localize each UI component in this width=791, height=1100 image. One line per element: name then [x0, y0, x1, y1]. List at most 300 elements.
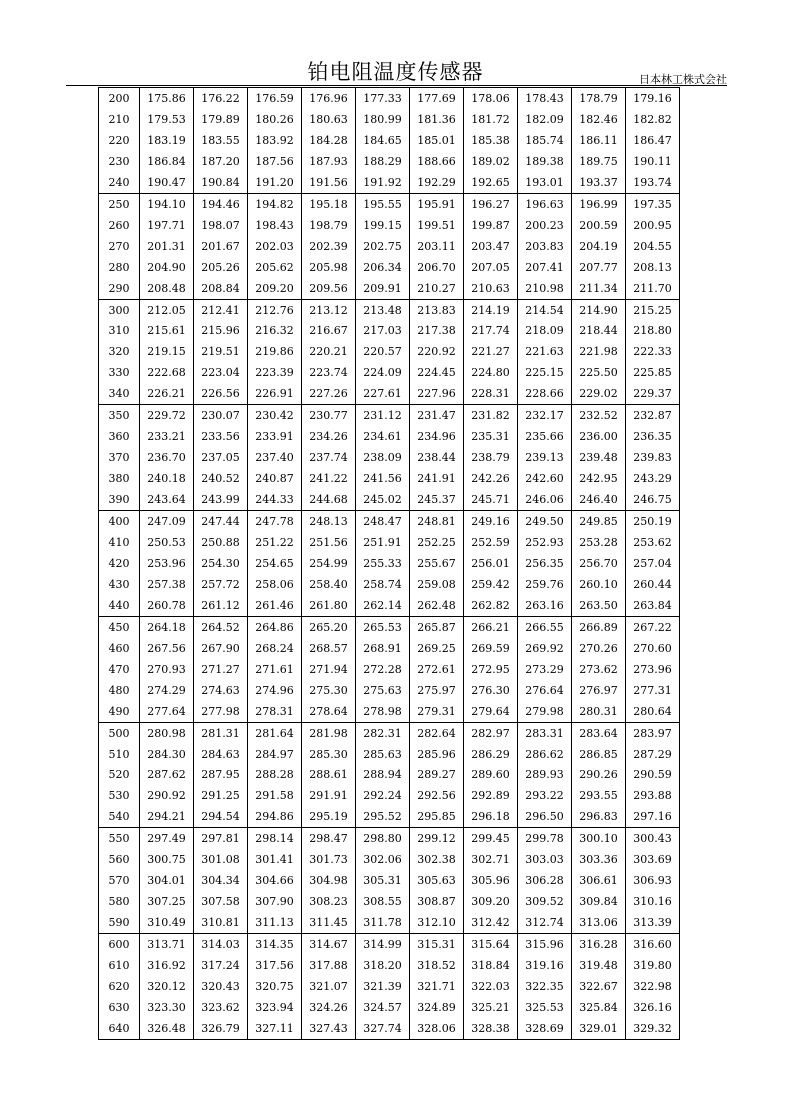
resistance-cell: 275.63 [356, 680, 410, 701]
resistance-cell: 256.01 [464, 553, 518, 574]
resistance-cell: 240.18 [140, 468, 194, 489]
resistance-cell: 253.28 [572, 532, 626, 553]
resistance-cell: 202.39 [302, 236, 356, 257]
table-row [99, 109, 680, 130]
resistance-cell: 280.98 [140, 722, 194, 743]
resistance-cell: 194.82 [248, 193, 302, 214]
table-row [99, 659, 680, 680]
temperature-cell: 320 [99, 341, 140, 362]
resistance-cell: 263.16 [518, 595, 572, 616]
resistance-cell: 181.72 [464, 109, 518, 130]
resistance-cell: 296.83 [572, 806, 626, 827]
resistance-cell: 226.91 [248, 383, 302, 404]
resistance-cell: 198.43 [248, 215, 302, 236]
resistance-cell: 227.96 [410, 383, 464, 404]
temperature-cell: 430 [99, 574, 140, 595]
resistance-cell: 319.16 [518, 955, 572, 976]
resistance-cell: 197.71 [140, 215, 194, 236]
resistance-cell: 312.42 [464, 912, 518, 933]
resistance-cell: 301.08 [194, 849, 248, 870]
resistance-cell: 251.22 [248, 532, 302, 553]
table-row [99, 849, 680, 870]
temperature-cell: 500 [99, 722, 140, 743]
resistance-cell: 281.64 [248, 722, 302, 743]
resistance-cell: 183.92 [248, 130, 302, 151]
resistance-cell: 197.35 [626, 193, 680, 214]
resistance-cell: 228.31 [464, 383, 518, 404]
resistance-cell: 255.33 [356, 553, 410, 574]
resistance-cell: 295.19 [302, 806, 356, 827]
resistance-cell: 204.55 [626, 236, 680, 257]
resistance-cell: 271.94 [302, 659, 356, 680]
resistance-cell: 265.20 [302, 616, 356, 637]
resistance-cell: 181.36 [410, 109, 464, 130]
resistance-cell: 224.45 [410, 362, 464, 383]
resistance-cell: 318.52 [410, 955, 464, 976]
resistance-cell: 216.67 [302, 320, 356, 341]
resistance-cell: 327.74 [356, 1018, 410, 1039]
resistance-cell: 183.19 [140, 130, 194, 151]
resistance-cell: 288.61 [302, 765, 356, 786]
resistance-cell: 211.34 [572, 278, 626, 299]
temperature-cell: 260 [99, 215, 140, 236]
table-row [99, 680, 680, 701]
resistance-cell: 246.06 [518, 489, 572, 510]
resistance-cell: 269.25 [410, 638, 464, 659]
resistance-cell: 259.08 [410, 574, 464, 595]
resistance-cell: 259.76 [518, 574, 572, 595]
resistance-cell: 291.91 [302, 785, 356, 806]
resistance-cell: 319.80 [626, 955, 680, 976]
resistance-cell: 269.92 [518, 638, 572, 659]
resistance-cell: 306.28 [518, 870, 572, 891]
resistance-cell: 218.44 [572, 320, 626, 341]
resistance-cell: 298.14 [248, 828, 302, 849]
resistance-cell: 326.48 [140, 1018, 194, 1039]
table-row [99, 278, 680, 299]
resistance-cell: 236.00 [572, 426, 626, 447]
resistance-cell: 304.01 [140, 870, 194, 891]
resistance-cell: 176.59 [248, 88, 302, 109]
resistance-cell: 245.02 [356, 489, 410, 510]
resistance-cell: 265.87 [410, 616, 464, 637]
resistance-cell: 177.33 [356, 88, 410, 109]
resistance-cell: 179.89 [194, 109, 248, 130]
table-row [99, 976, 680, 997]
resistance-cell: 192.29 [410, 172, 464, 193]
resistance-cell: 285.30 [302, 744, 356, 765]
resistance-cell: 289.93 [518, 765, 572, 786]
resistance-cell: 281.31 [194, 722, 248, 743]
resistance-cell: 264.52 [194, 616, 248, 637]
temperature-cell: 270 [99, 236, 140, 257]
resistance-cell: 248.47 [356, 511, 410, 532]
resistance-cell: 294.54 [194, 806, 248, 827]
resistance-cell: 247.09 [140, 511, 194, 532]
resistance-cell: 178.06 [464, 88, 518, 109]
resistance-cell: 256.70 [572, 553, 626, 574]
temperature-cell: 520 [99, 765, 140, 786]
resistance-cell: 183.55 [194, 130, 248, 151]
resistance-cell: 231.12 [356, 405, 410, 426]
resistance-cell: 186.47 [626, 130, 680, 151]
resistance-cell: 210.98 [518, 278, 572, 299]
resistance-cell: 323.62 [194, 997, 248, 1018]
resistance-cell: 230.07 [194, 405, 248, 426]
temperature-cell: 290 [99, 278, 140, 299]
resistance-cell: 234.26 [302, 426, 356, 447]
resistance-cell: 256.35 [518, 553, 572, 574]
resistance-cell: 215.61 [140, 320, 194, 341]
resistance-cell: 242.60 [518, 468, 572, 489]
resistance-cell: 202.03 [248, 236, 302, 257]
resistance-cell: 285.63 [356, 744, 410, 765]
resistance-cell: 279.31 [410, 701, 464, 722]
resistance-cell: 235.66 [518, 426, 572, 447]
temperature-cell: 580 [99, 891, 140, 912]
resistance-cell: 251.56 [302, 532, 356, 553]
resistance-cell: 320.12 [140, 976, 194, 997]
resistance-cell: 283.31 [518, 722, 572, 743]
table-row [99, 299, 680, 320]
resistance-cell: 277.31 [626, 680, 680, 701]
resistance-cell: 248.13 [302, 511, 356, 532]
resistance-cell: 232.87 [626, 405, 680, 426]
resistance-cell: 189.75 [572, 151, 626, 172]
resistance-cell: 296.18 [464, 806, 518, 827]
resistance-cell: 187.93 [302, 151, 356, 172]
table-row [99, 955, 680, 976]
resistance-cell: 238.09 [356, 447, 410, 468]
resistance-cell: 218.09 [518, 320, 572, 341]
resistance-cell: 299.12 [410, 828, 464, 849]
temperature-cell: 560 [99, 849, 140, 870]
resistance-cell: 262.82 [464, 595, 518, 616]
table-row [99, 870, 680, 891]
resistance-cell: 329.01 [572, 1018, 626, 1039]
resistance-cell: 307.58 [194, 891, 248, 912]
resistance-cell: 217.38 [410, 320, 464, 341]
resistance-cell: 304.66 [248, 870, 302, 891]
resistance-cell: 221.98 [572, 341, 626, 362]
resistance-cell: 260.78 [140, 595, 194, 616]
resistance-cell: 328.06 [410, 1018, 464, 1039]
resistance-cell: 260.10 [572, 574, 626, 595]
resistance-cell: 228.66 [518, 383, 572, 404]
resistance-cell: 192.65 [464, 172, 518, 193]
resistance-cell: 235.31 [464, 426, 518, 447]
resistance-cell: 280.64 [626, 701, 680, 722]
temperature-cell: 210 [99, 109, 140, 130]
resistance-cell: 221.63 [518, 341, 572, 362]
resistance-cell: 324.89 [410, 997, 464, 1018]
temperature-cell: 510 [99, 744, 140, 765]
resistance-cell: 287.29 [626, 744, 680, 765]
company-name: 日本林工株式会社 [639, 73, 727, 86]
temperature-cell: 250 [99, 193, 140, 214]
resistance-cell: 261.12 [194, 595, 248, 616]
resistance-cell: 317.88 [302, 955, 356, 976]
resistance-cell: 219.15 [140, 341, 194, 362]
resistance-cell: 264.86 [248, 616, 302, 637]
resistance-cell: 263.50 [572, 595, 626, 616]
resistance-cell: 292.24 [356, 785, 410, 806]
temperature-cell: 200 [99, 88, 140, 109]
resistance-cell: 329.32 [626, 1018, 680, 1039]
temperature-cell: 410 [99, 532, 140, 553]
resistance-cell: 305.63 [410, 870, 464, 891]
resistance-cell: 229.02 [572, 383, 626, 404]
resistance-cell: 327.43 [302, 1018, 356, 1039]
resistance-cell: 314.35 [248, 934, 302, 955]
table-row [99, 341, 680, 362]
resistance-cell: 203.47 [464, 236, 518, 257]
resistance-cell: 274.63 [194, 680, 248, 701]
resistance-cell: 207.41 [518, 257, 572, 278]
resistance-cell: 263.84 [626, 595, 680, 616]
resistance-cell: 190.47 [140, 172, 194, 193]
resistance-cell: 239.13 [518, 447, 572, 468]
resistance-cell: 226.56 [194, 383, 248, 404]
temperature-cell: 340 [99, 383, 140, 404]
resistance-cell: 276.97 [572, 680, 626, 701]
resistance-cell: 180.99 [356, 109, 410, 130]
resistance-cell: 196.99 [572, 193, 626, 214]
resistance-cell: 297.81 [194, 828, 248, 849]
resistance-cell: 236.35 [626, 426, 680, 447]
table-row [99, 489, 680, 510]
resistance-cell: 220.92 [410, 341, 464, 362]
resistance-cell: 309.84 [572, 891, 626, 912]
resistance-cell: 254.99 [302, 553, 356, 574]
resistance-cell: 317.56 [248, 955, 302, 976]
resistance-cell: 201.31 [140, 236, 194, 257]
resistance-cell: 254.30 [194, 553, 248, 574]
resistance-cell: 244.68 [302, 489, 356, 510]
resistance-cell: 250.88 [194, 532, 248, 553]
resistance-cell: 308.23 [302, 891, 356, 912]
resistance-cell: 279.64 [464, 701, 518, 722]
resistance-cell: 214.19 [464, 299, 518, 320]
resistance-cell: 207.77 [572, 257, 626, 278]
resistance-cell: 282.64 [410, 722, 464, 743]
resistance-cell: 252.59 [464, 532, 518, 553]
resistance-cell: 303.03 [518, 849, 572, 870]
resistance-cell: 246.40 [572, 489, 626, 510]
page-title: 铂电阻温度传感器 [307, 60, 484, 84]
resistance-cell: 195.55 [356, 193, 410, 214]
resistance-cell: 209.91 [356, 278, 410, 299]
resistance-cell: 308.55 [356, 891, 410, 912]
resistance-cell: 316.28 [572, 934, 626, 955]
resistance-cell: 190.84 [194, 172, 248, 193]
table-row [99, 912, 680, 933]
resistance-cell: 289.27 [410, 765, 464, 786]
resistance-cell: 244.33 [248, 489, 302, 510]
resistance-cell: 272.61 [410, 659, 464, 680]
resistance-cell: 268.24 [248, 638, 302, 659]
resistance-cell: 279.98 [518, 701, 572, 722]
resistance-cell: 188.29 [356, 151, 410, 172]
resistance-cell: 202.75 [356, 236, 410, 257]
resistance-cell: 220.57 [356, 341, 410, 362]
temperature-cell: 640 [99, 1018, 140, 1039]
table-row [99, 151, 680, 172]
resistance-cell: 281.98 [302, 722, 356, 743]
resistance-cell: 225.15 [518, 362, 572, 383]
resistance-cell: 272.95 [464, 659, 518, 680]
resistance-cell: 176.96 [302, 88, 356, 109]
resistance-cell: 293.55 [572, 785, 626, 806]
resistance-cell: 305.96 [464, 870, 518, 891]
resistance-cell: 232.52 [572, 405, 626, 426]
resistance-cell: 215.96 [194, 320, 248, 341]
resistance-cell: 243.29 [626, 468, 680, 489]
resistance-cell: 210.63 [464, 278, 518, 299]
resistance-cell: 227.26 [302, 383, 356, 404]
resistance-cell: 312.74 [518, 912, 572, 933]
table-row [99, 891, 680, 912]
resistance-cell: 240.87 [248, 468, 302, 489]
resistance-cell: 220.21 [302, 341, 356, 362]
resistance-cell: 255.67 [410, 553, 464, 574]
resistance-cell: 278.98 [356, 701, 410, 722]
resistance-cell: 209.20 [248, 278, 302, 299]
temperature-cell: 370 [99, 447, 140, 468]
resistance-cell: 245.37 [410, 489, 464, 510]
resistance-cell: 178.43 [518, 88, 572, 109]
resistance-cell: 286.85 [572, 744, 626, 765]
resistance-cell: 253.96 [140, 553, 194, 574]
resistance-cell: 180.26 [248, 109, 302, 130]
resistance-cell: 199.87 [464, 215, 518, 236]
resistance-cell: 242.26 [464, 468, 518, 489]
resistance-cell: 210.27 [410, 278, 464, 299]
resistance-cell: 319.48 [572, 955, 626, 976]
resistance-cell: 284.97 [248, 744, 302, 765]
resistance-table-body [99, 88, 680, 1040]
resistance-cell: 184.65 [356, 130, 410, 151]
resistance-cell: 315.96 [518, 934, 572, 955]
resistance-cell: 185.38 [464, 130, 518, 151]
resistance-cell: 179.53 [140, 109, 194, 130]
resistance-cell: 315.64 [464, 934, 518, 955]
resistance-cell: 274.96 [248, 680, 302, 701]
resistance-cell: 199.15 [356, 215, 410, 236]
resistance-cell: 240.52 [194, 468, 248, 489]
resistance-cell: 298.47 [302, 828, 356, 849]
resistance-cell: 283.64 [572, 722, 626, 743]
resistance-cell: 182.82 [626, 109, 680, 130]
resistance-cell: 272.28 [356, 659, 410, 680]
resistance-cell: 323.94 [248, 997, 302, 1018]
temperature-cell: 390 [99, 489, 140, 510]
resistance-table [98, 87, 680, 1040]
temperature-cell: 220 [99, 130, 140, 151]
resistance-cell: 322.03 [464, 976, 518, 997]
resistance-cell: 238.44 [410, 447, 464, 468]
table-row [99, 193, 680, 214]
resistance-cell: 322.98 [626, 976, 680, 997]
table-row [99, 130, 680, 151]
resistance-cell: 243.64 [140, 489, 194, 510]
resistance-cell: 243.99 [194, 489, 248, 510]
resistance-cell: 287.95 [194, 765, 248, 786]
resistance-cell: 186.84 [140, 151, 194, 172]
temperature-cell: 540 [99, 806, 140, 827]
table-row [99, 426, 680, 447]
resistance-cell: 278.31 [248, 701, 302, 722]
resistance-cell: 253.62 [626, 532, 680, 553]
resistance-cell: 195.91 [410, 193, 464, 214]
resistance-cell: 225.85 [626, 362, 680, 383]
resistance-cell: 219.51 [194, 341, 248, 362]
table-row [99, 722, 680, 743]
resistance-cell: 324.57 [356, 997, 410, 1018]
resistance-cell: 311.78 [356, 912, 410, 933]
table-row [99, 553, 680, 574]
resistance-cell: 314.67 [302, 934, 356, 955]
resistance-cell: 233.21 [140, 426, 194, 447]
resistance-cell: 185.01 [410, 130, 464, 151]
resistance-cell: 204.19 [572, 236, 626, 257]
resistance-cell: 251.91 [356, 532, 410, 553]
header-divider [66, 85, 727, 86]
temperature-cell: 280 [99, 257, 140, 278]
resistance-cell: 286.29 [464, 744, 518, 765]
resistance-cell: 282.97 [464, 722, 518, 743]
resistance-cell: 222.68 [140, 362, 194, 383]
resistance-cell: 318.20 [356, 955, 410, 976]
resistance-cell: 325.84 [572, 997, 626, 1018]
resistance-cell: 217.03 [356, 320, 410, 341]
resistance-cell: 208.48 [140, 278, 194, 299]
resistance-cell: 290.92 [140, 785, 194, 806]
resistance-cell: 250.53 [140, 532, 194, 553]
resistance-cell: 326.16 [626, 997, 680, 1018]
resistance-cell: 262.14 [356, 595, 410, 616]
resistance-cell: 252.25 [410, 532, 464, 553]
resistance-cell: 310.49 [140, 912, 194, 933]
resistance-cell: 282.31 [356, 722, 410, 743]
temperature-cell: 360 [99, 426, 140, 447]
resistance-cell: 304.34 [194, 870, 248, 891]
resistance-cell: 215.25 [626, 299, 680, 320]
resistance-cell: 258.74 [356, 574, 410, 595]
table-row [99, 1018, 680, 1039]
resistance-cell: 213.48 [356, 299, 410, 320]
resistance-cell: 300.43 [626, 828, 680, 849]
resistance-cell: 302.38 [410, 849, 464, 870]
resistance-cell: 266.55 [518, 616, 572, 637]
table-row [99, 934, 680, 955]
resistance-cell: 270.26 [572, 638, 626, 659]
resistance-cell: 258.40 [302, 574, 356, 595]
resistance-cell: 223.74 [302, 362, 356, 383]
resistance-cell: 314.03 [194, 934, 248, 955]
resistance-cell: 326.79 [194, 1018, 248, 1039]
resistance-cell: 234.96 [410, 426, 464, 447]
resistance-cell: 201.67 [194, 236, 248, 257]
resistance-cell: 307.90 [248, 891, 302, 912]
resistance-cell: 312.10 [410, 912, 464, 933]
resistance-cell: 321.07 [302, 976, 356, 997]
temperature-cell: 550 [99, 828, 140, 849]
resistance-cell: 322.67 [572, 976, 626, 997]
resistance-cell: 266.89 [572, 616, 626, 637]
resistance-cell: 249.85 [572, 511, 626, 532]
temperature-cell: 310 [99, 320, 140, 341]
